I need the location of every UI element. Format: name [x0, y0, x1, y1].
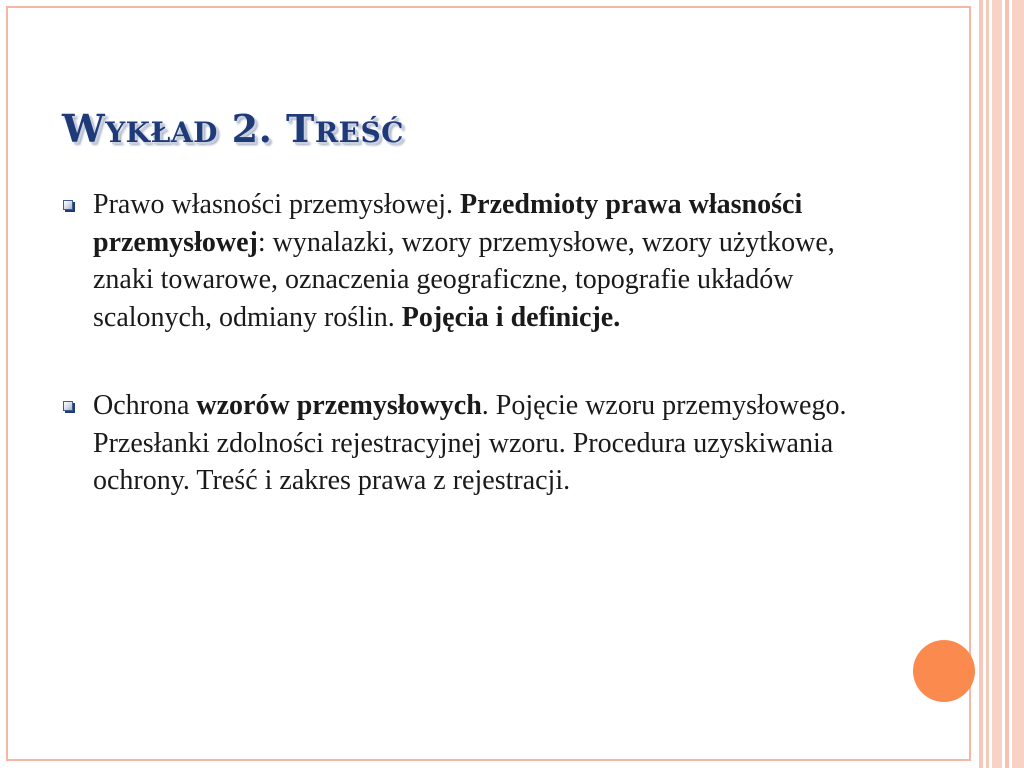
- title-smallcaps-word: YKŁAD: [105, 116, 218, 149]
- bullet-text: Ochrona: [93, 390, 197, 421]
- orange-circle-icon: [913, 640, 975, 702]
- decorative-stripe: [1012, 0, 1024, 768]
- decorative-stripe: [992, 0, 1002, 768]
- decorative-stripe: [986, 0, 989, 768]
- bullet-item: [60, 387, 880, 500]
- bullet-text: Prawo własności przemysłowej.: [93, 189, 461, 220]
- title-smallcaps-word-2: REŚĆ: [314, 116, 404, 149]
- bullet-list: [60, 186, 880, 500]
- bullet-text-bold: Przedmioty prawa własności przemysłowej: [93, 189, 803, 258]
- decorative-stripe: [979, 0, 983, 768]
- bullet-text: : wynalazki, wzory przemysłowe, wzory użytkowe, znaki towarowe, oznaczenia geograficzne, topografie układów scalonych, odmiany roślin.: [93, 226, 835, 333]
- bullet-text-bold: Pojęcia i definicje.: [401, 301, 621, 333]
- hollow-square-bullet-icon: [63, 401, 73, 411]
- slide-title: [62, 106, 404, 151]
- bullet-text-bold: wzorów przemysłowych: [196, 390, 482, 421]
- title-cap-t: T: [286, 106, 315, 151]
- title-cap-w: W: [62, 106, 106, 151]
- bullet-item: [60, 186, 880, 336]
- hollow-square-bullet-icon: [63, 200, 73, 210]
- title-number: 2.: [231, 106, 273, 151]
- decorative-stripe: [1005, 0, 1009, 768]
- bullet-text: . Pojęcie wzoru przemysłowego. Przesłanki zdolności rejestracyjnej wzoru. Procedura uzyskiwania ochrony. Treść i zakres prawa z rejestracji.: [93, 390, 847, 496]
